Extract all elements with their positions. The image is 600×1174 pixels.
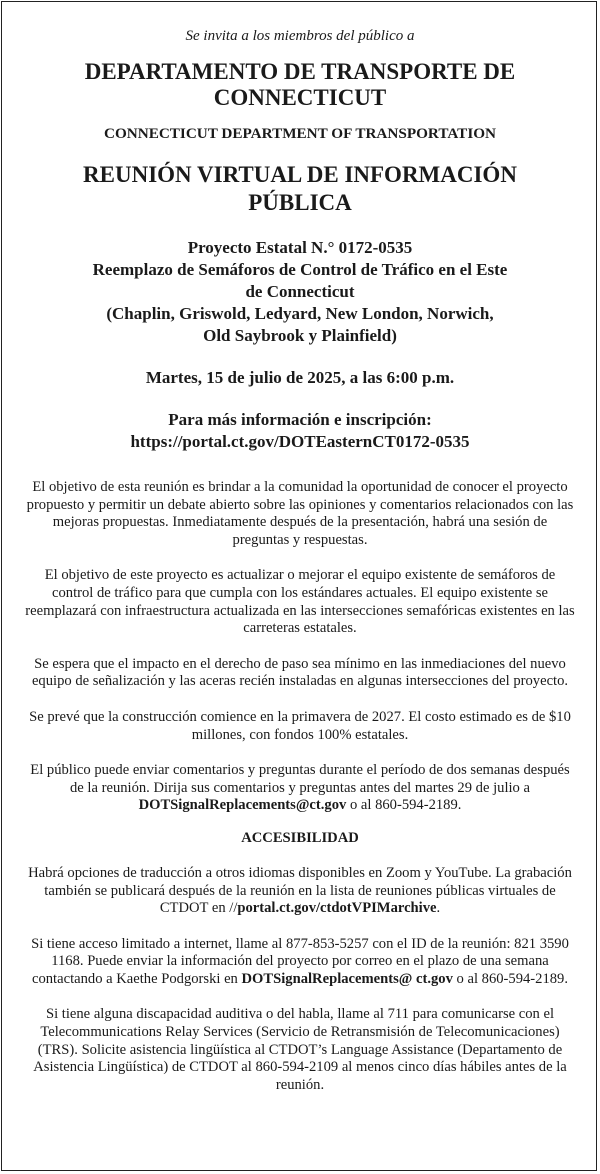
paragraph-construction: Se prevé que la construcción comience en la primavera de 2027. El costo estimado es de $10 millones, con fondos 100% estatales.	[29, 708, 571, 743]
project-number: Proyecto Estatal N.° 0172-0535	[187, 238, 413, 257]
paragraph-meeting-purpose: El objetivo de esta reunión es brindar a la comunidad la oportunidad de conocer el proyecto propuesto y permitir un debate abierto sobre las opiniones y comentarios relacionados con las mejoras propuestas. Inmediatamente después de la presentación, habrá una sesión de preguntas y respuestas.	[26, 479, 574, 548]
info-label: Para más información e inscripción:	[168, 410, 432, 429]
accessibility-heading: ACCESIBILIDAD	[241, 829, 359, 846]
meeting-date: Martes, 15 de julio de 2025, a las 6:00 p.m.	[145, 368, 455, 387]
info-block	[24, 409, 576, 453]
project-name-line-2: de Connecticut	[245, 282, 355, 301]
department-title-en: CONNECTICUT DEPARTMENT OF TRANSPORTATION	[103, 125, 497, 142]
paragraph-hearing-assistance: Si tiene alguna discapacidad auditiva o del habla, llame al 711 para comunicarse con el Telecommunications Relay Services (Servicio de Retransmisión de Telecomunicaciones) (TRS). Solicite asistencia lingüística al CTDOT’s Language Assistance (Departamento de Asistencia Lingüística) de CTDOT al 860-594-2109 al menos cinco días hábiles antes de la reunión.	[33, 1006, 567, 1093]
paragraph-project-purpose: El objetivo de este proyecto es actualizar o mejorar el equipo existente de semáforos de control de tráfico para que cumpla con los estándares actuales. El equipo existente se reemplazará con infraestructura actualizada en las intersecciones semafóricas existentes en las carreteras estatales.	[25, 567, 575, 637]
invite-line: Se invita a los miembros del público a	[185, 28, 415, 44]
paragraph-translation: Habrá opciones de traducción a otros idiomas disponibles en Zoom y YouTube. La grabación también se publicará después de la reunión en la lista de reuniones públicas virtuales de CTDOT en //portal.ct.gov/ctdotVPIMarchive.	[28, 864, 572, 917]
paragraph-internet-access: Si tiene acceso limitado a internet, llame al 877-853-5257 con el ID de la reunión: 821 3590 1168. Puede enviar la información del proyecto por correo en el plazo de una semana contactando a Kaethe Podgorski en DOTSignalReplacements@ ct.gov o al 860-594-2189.	[31, 935, 569, 987]
comments-email-link[interactable]: DOTSignalReplacements@ct.gov	[138, 797, 347, 814]
meeting-title: REUNIÓN VIRTUAL DE INFORMACIÓN PÚBLICA	[83, 162, 517, 215]
public-notice	[24, 0, 576, 1094]
project-towns-line-1: (Chaplin, Griswold, Ledyard, New London, Norwich,	[106, 304, 494, 323]
internet-email-link[interactable]: DOTSignalReplacements@ ct.gov	[241, 970, 453, 987]
project-block	[24, 237, 576, 347]
paragraph-comments: El público puede enviar comentarios y preguntas durante el período de dos semanas después de la reunión. Dirija sus comentarios y preguntas antes del martes 29 de julio a DOTSignalReplacements@ct.gov o al 860-594-2189.	[30, 762, 570, 814]
project-name-line-1: Reemplazo de Semáforos de Control de Tráfico en el Este	[92, 260, 508, 279]
project-towns-line-2: Old Saybrook y Plainfield)	[203, 326, 397, 345]
paragraph-row-impact: Se espera que el impacto en el derecho de paso sea mínimo en las inmediaciones del nuevo equipo de señalización y las aceras recién instaladas en algunas intersecciones del proyecto.	[31, 655, 569, 690]
department-title-es: DEPARTAMENTO DE TRANSPORTE DE CONNECTICUT	[84, 59, 516, 110]
archive-link[interactable]: portal.ct.gov/ctdotVPIMarchive	[237, 900, 437, 917]
info-url-link[interactable]: https://portal.ct.gov/DOTEasternCT0172-0535	[130, 432, 470, 451]
